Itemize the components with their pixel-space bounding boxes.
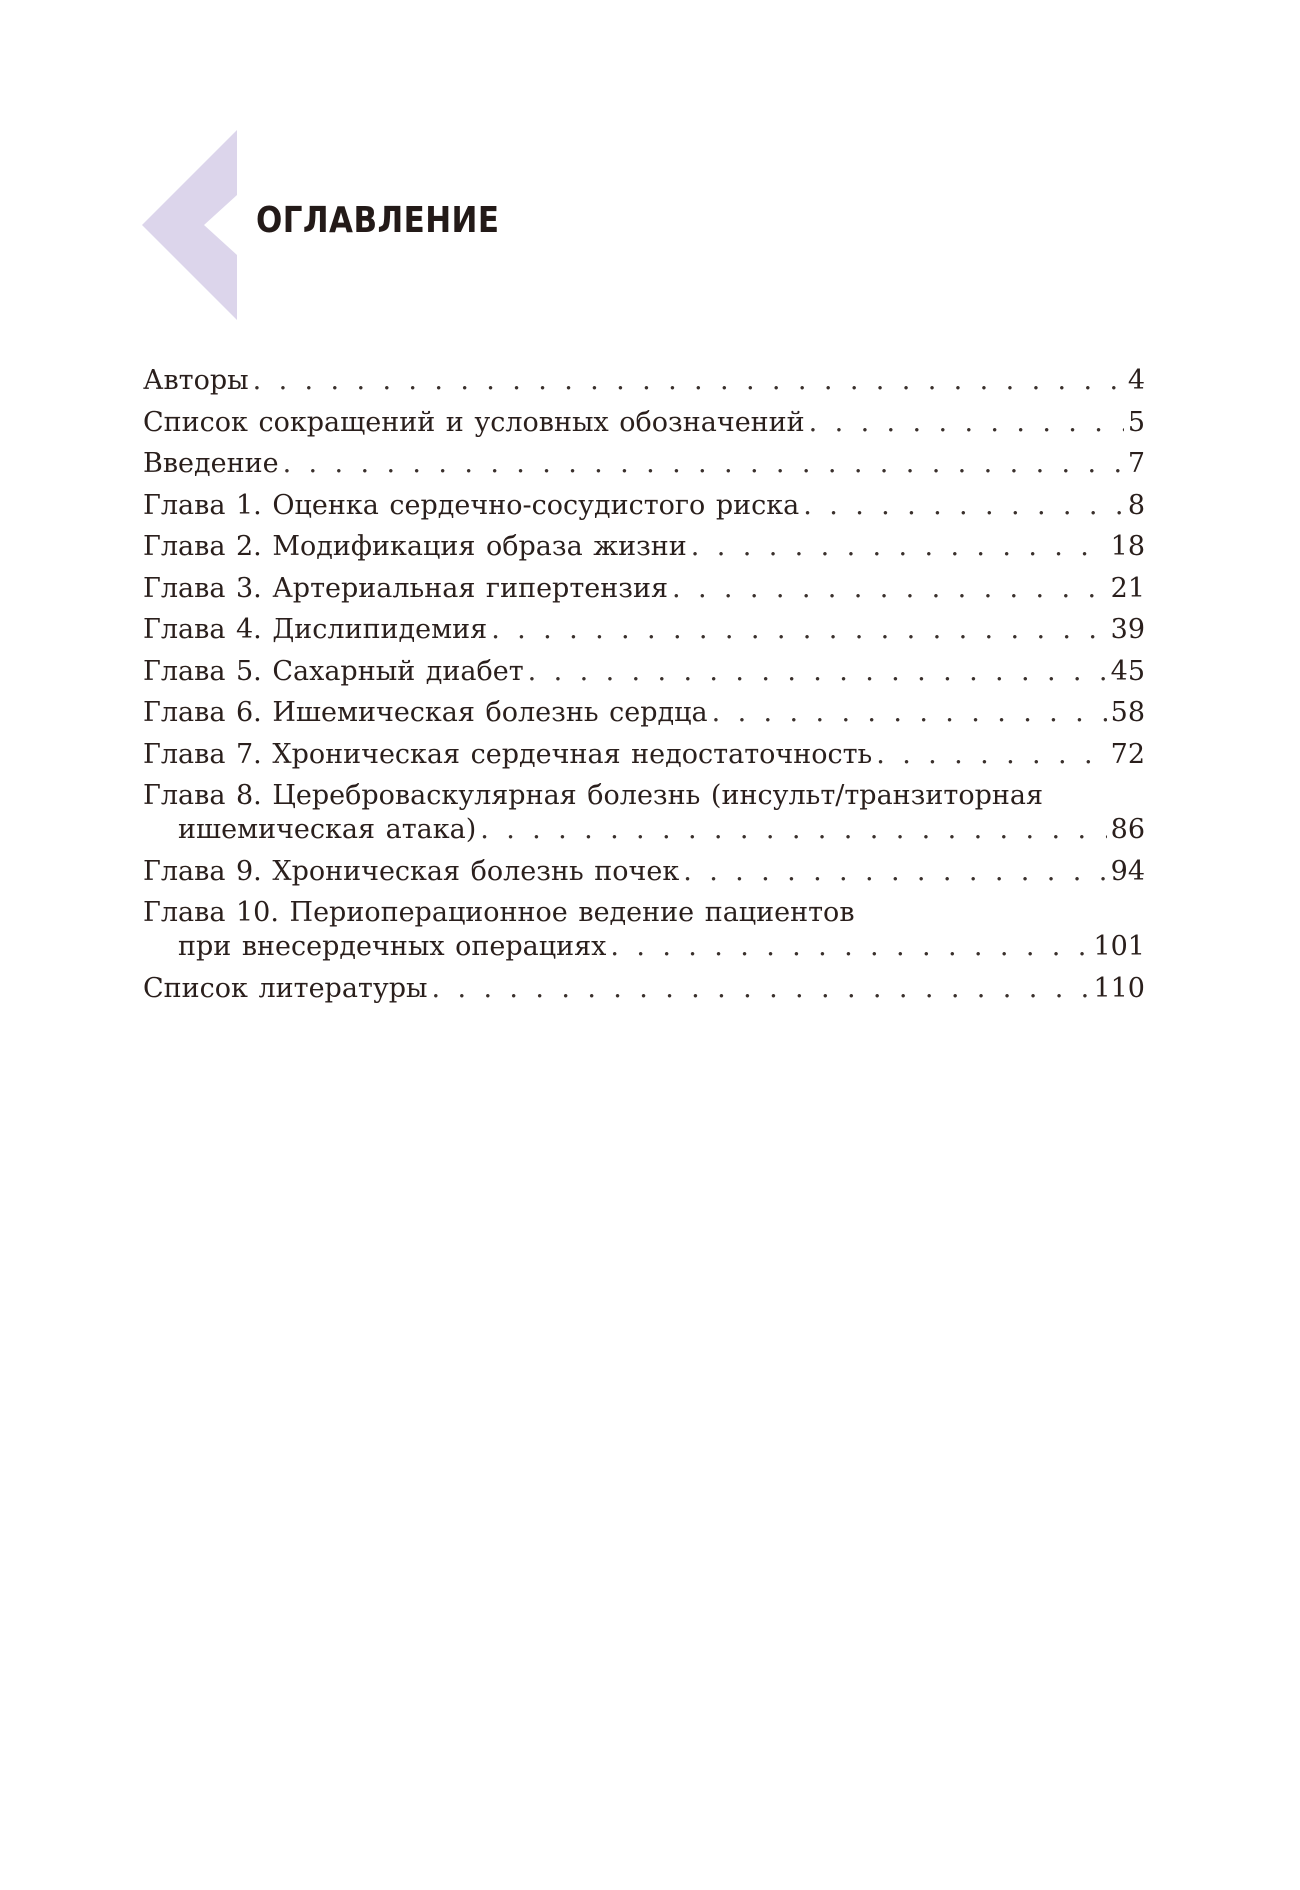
dot-leader: [528, 655, 1107, 689]
toc-entry[interactable]: [143, 530, 1145, 564]
toc-entry-page: 21: [1110, 572, 1145, 604]
chevron-decoration-icon: [142, 130, 237, 320]
toc-entry-title: Глава 9. Хроническая болезнь почек: [143, 855, 680, 887]
dot-leader: [683, 855, 1106, 889]
dot-leader: [803, 489, 1124, 523]
toc-entry-title: Авторы: [143, 365, 249, 396]
toc-entry-page: 101: [1093, 931, 1145, 962]
toc-entry[interactable]: [143, 613, 1145, 647]
toc-entry[interactable]: [143, 779, 1145, 847]
toc-entry[interactable]: [143, 406, 1145, 440]
toc-entry-title: Список литературы: [143, 972, 428, 1004]
toc-entry-page: 110: [1093, 972, 1145, 1004]
toc-entry-title: Глава 4. Дислипидемия: [143, 614, 488, 645]
toc-entry[interactable]: [143, 855, 1145, 889]
toc-entry[interactable]: [143, 655, 1145, 689]
toc-entry[interactable]: [143, 364, 1145, 398]
toc-entry[interactable]: [143, 447, 1145, 481]
toc-entry-page: 8: [1127, 489, 1145, 521]
toc-entry-page: 5: [1127, 406, 1145, 438]
dot-leader: [691, 530, 1107, 564]
toc-entry-title: при внесердечных операциях: [178, 931, 607, 962]
toc-entry[interactable]: [143, 696, 1145, 730]
toc-entry-page: 94: [1110, 855, 1145, 887]
toc-entry-page: 18: [1110, 531, 1145, 562]
toc-entry-page: 4: [1127, 365, 1145, 396]
toc-entry-page: 45: [1110, 655, 1145, 687]
toc-heading: ОГЛАВЛЕНИЕ: [256, 200, 500, 241]
toc-entry[interactable]: [143, 489, 1145, 523]
dot-leader: [876, 738, 1106, 772]
dot-leader: [712, 696, 1107, 730]
toc-entry-title: Глава 10. Периоперационное ведение пациентов: [143, 897, 855, 928]
toc-entry-title: Глава 5. Сахарный диабет: [143, 655, 524, 687]
toc-entry-title: Глава 6. Ишемическая болезнь сердца: [143, 697, 708, 728]
toc-entry-title: Введение: [143, 448, 279, 479]
toc-entry-page: 72: [1110, 738, 1145, 770]
toc-entry-title: Список сокращений и условных обозначений: [143, 406, 805, 438]
toc-entry-title: Глава 3. Артериальная гипертензия: [143, 572, 668, 604]
toc-entry-title: ишемическая атака): [178, 814, 477, 845]
toc-entry-title: Глава 8. Цереброваскулярная болезнь (инсульт/транзиторная: [143, 780, 1043, 811]
toc-entry-page: 58: [1110, 697, 1145, 728]
toc-entry-title: Глава 2. Модификация образа жизни: [143, 531, 687, 562]
toc-entry-title: Глава 1. Оценка сердечно-сосудистого риска: [143, 489, 800, 521]
toc-entry[interactable]: [143, 972, 1145, 1006]
toc-entry-page: 7: [1127, 448, 1145, 479]
toc-entry[interactable]: [143, 572, 1145, 606]
toc-entry-page: 39: [1110, 614, 1145, 645]
dot-leader: [253, 364, 1124, 398]
toc-entry-title: Глава 7. Хроническая сердечная недостаточность: [143, 738, 873, 770]
dot-leader: [672, 572, 1107, 606]
dot-leader: [480, 813, 1106, 847]
toc-entry[interactable]: [143, 738, 1145, 772]
dot-leader: [491, 613, 1106, 647]
dot-leader: [283, 447, 1124, 481]
dot-leader: [809, 406, 1124, 440]
dot-leader: [610, 930, 1089, 964]
dot-leader: [432, 972, 1090, 1006]
toc-entry[interactable]: [143, 896, 1145, 964]
toc-entry-page: 86: [1110, 814, 1145, 845]
table-of-contents: [143, 364, 1145, 1013]
